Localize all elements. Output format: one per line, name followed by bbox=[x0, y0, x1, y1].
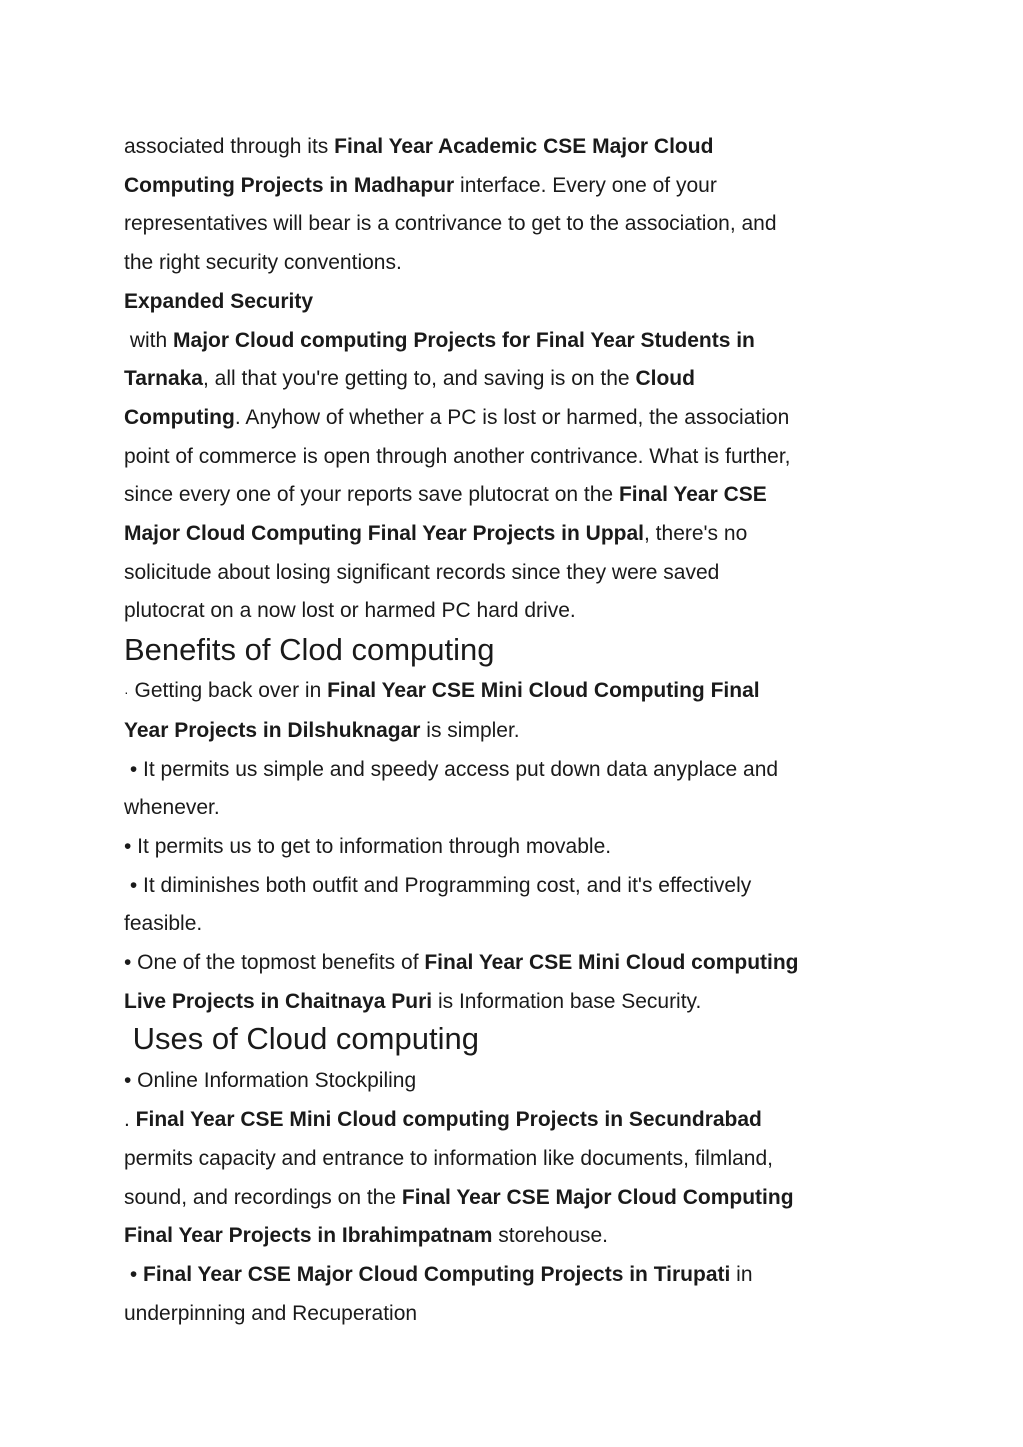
text-run: the right security conventions. bbox=[124, 251, 402, 275]
text-line bbox=[124, 592, 914, 631]
text-line bbox=[124, 789, 914, 828]
section-heading-uses: Uses of Cloud computing bbox=[124, 1021, 479, 1057]
text-line bbox=[124, 322, 914, 361]
text-run: sound, and recordings on the bbox=[124, 1185, 402, 1209]
text-run: with bbox=[124, 328, 174, 352]
bold-text: Computing Projects in Madhapur bbox=[124, 173, 455, 197]
text-line bbox=[124, 438, 914, 477]
text-run: representatives will bear is a contrivance to get to the association, and bbox=[124, 212, 777, 236]
text-run: interface. Every one of your bbox=[454, 173, 717, 197]
bold-text: Year Projects in Dilshuknagar bbox=[124, 718, 421, 742]
bullet-item bbox=[124, 672, 914, 712]
text-run: permits capacity and entrance to information like documents, filmland, bbox=[124, 1146, 773, 1170]
text-line bbox=[124, 1295, 914, 1334]
bold-text: Final Year Projects in Ibrahimpatnam bbox=[124, 1224, 493, 1248]
text-line bbox=[124, 1179, 914, 1218]
bold-text: Live Projects in Chaitnaya Puri bbox=[124, 989, 433, 1013]
bold-text: Final Year CSE Major Cloud Computing bbox=[401, 1185, 794, 1209]
bold-text: Final Year CSE Mini Cloud Computing Final bbox=[327, 679, 760, 703]
bold-text: Final Year CSE Major Cloud Computing Projects in Tirupati bbox=[143, 1262, 731, 1286]
text-run: storehouse. bbox=[492, 1224, 608, 1248]
text-run: is simpler. bbox=[420, 718, 520, 742]
text-run: since every one of your reports save plutocrat on the bbox=[124, 483, 619, 507]
text-run: • It permits us to get to information through movable. bbox=[124, 834, 612, 858]
bullet-item bbox=[124, 867, 914, 906]
text-run: , all that you're getting to, and saving is on the bbox=[203, 367, 636, 391]
bullet-item bbox=[124, 944, 914, 983]
bullet-dot: · bbox=[124, 684, 129, 701]
bold-text: Final Year CSE bbox=[618, 483, 767, 507]
bold-text: Major Cloud Computing Final Year Projects in Uppal bbox=[124, 522, 645, 546]
text-line bbox=[124, 1101, 914, 1140]
text-run: is Information base Security. bbox=[432, 989, 702, 1013]
text-run: underpinning and Recuperation bbox=[124, 1301, 418, 1325]
text-run: Getting back over in bbox=[128, 679, 328, 703]
text-run: • One of the topmost benefits of bbox=[124, 951, 425, 975]
bold-text: Final Year CSE Mini Cloud computing Projects in Secundrabad bbox=[135, 1108, 762, 1132]
text-line bbox=[124, 476, 914, 515]
text-run: • bbox=[124, 1262, 144, 1286]
text-run: point of commerce is open through another contrivance. What is further, bbox=[124, 444, 791, 468]
text-line bbox=[124, 399, 914, 438]
text-run: • It diminishes both outfit and Programming cost, and it's effectively bbox=[124, 873, 752, 897]
bold-text: Major Cloud computing Projects for Final Year Students in bbox=[173, 328, 755, 352]
text-run: plutocrat on a now lost or harmed PC hard drive. bbox=[124, 599, 576, 623]
text-line bbox=[124, 1217, 914, 1256]
bold-text: Cloud bbox=[635, 367, 695, 391]
text-line bbox=[124, 360, 914, 399]
bold-text: Final Year Academic CSE Major Cloud bbox=[334, 135, 714, 158]
text-run: whenever. bbox=[124, 796, 220, 820]
bullet-item bbox=[124, 828, 914, 867]
text-run: in bbox=[730, 1262, 753, 1286]
text-run: . Anyhow of whether a PC is lost or harmed, the association bbox=[234, 405, 790, 429]
text-run: • Online Information Stockpiling bbox=[124, 1069, 417, 1093]
text-line bbox=[124, 244, 914, 283]
text-run: • It permits us simple and speedy access put down data anyplace and bbox=[124, 757, 779, 781]
text-line bbox=[124, 983, 914, 1022]
text-line bbox=[124, 712, 914, 751]
text-line bbox=[124, 905, 914, 944]
text-run: feasible. bbox=[124, 912, 203, 936]
text-line bbox=[124, 554, 914, 593]
bullet-item bbox=[124, 1256, 914, 1295]
text-line bbox=[124, 128, 914, 167]
bold-text: Final Year CSE Mini Cloud computing bbox=[424, 951, 799, 975]
text-run: , there's no bbox=[644, 522, 748, 546]
text-run: associated through its bbox=[124, 135, 335, 158]
bold-text: Computing bbox=[124, 405, 235, 429]
text-line bbox=[124, 515, 914, 554]
section-heading-benefits: Benefits of Clod computing bbox=[124, 632, 495, 668]
bullet-item bbox=[124, 751, 914, 790]
text-line bbox=[124, 167, 914, 206]
text-line bbox=[124, 1140, 914, 1179]
bullet-item bbox=[124, 1062, 914, 1101]
text-run: . bbox=[124, 1108, 136, 1132]
text-run: solicitude about losing significant records since they were saved bbox=[124, 560, 720, 584]
text-line bbox=[124, 205, 914, 244]
bold-text: Tarnaka bbox=[124, 367, 203, 391]
section-subheading: Expanded Security bbox=[124, 289, 314, 313]
document-page bbox=[124, 128, 914, 1333]
